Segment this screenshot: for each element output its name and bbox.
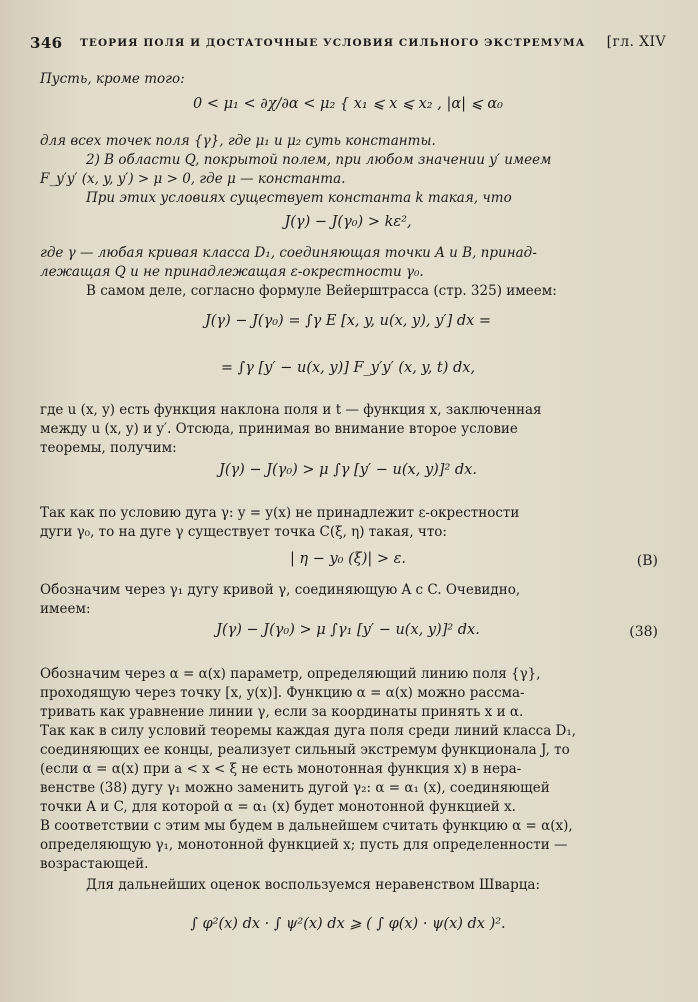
text-line: лежащая Q и не принадлежащая ε-окрестности γ₀.: [40, 264, 424, 280]
text-line: Пусть, кроме того:: [40, 71, 185, 87]
text-line: Обозначим через α = α(x) параметр, определяющий линию поля {γ},: [40, 666, 541, 682]
text-line: для всех точек поля {γ}, где μ₁ и μ₂ суть константы.: [40, 133, 436, 149]
text-line: имеем:: [40, 601, 91, 617]
text-line: тривать как уравнение линии γ, если за координаты принять x и α.: [40, 704, 524, 720]
equation-label-b: (B): [636, 553, 658, 569]
text-line: где γ — любая кривая класса D₁, соединяющая точки A и B, принад-: [40, 245, 537, 261]
text-line: (если α = α(x) при a < x < ξ не есть монотонная функция x) в нера-: [40, 761, 522, 777]
chapter-label: [гл. XIV: [606, 34, 666, 50]
text-line: Для дальнейших оценок воспользуемся неравенством Шварца:: [86, 877, 541, 893]
equation-schwarz: ∫ φ²(x) dx · ∫ ψ²(x) dx ⩾ ( ∫ φ(x) · ψ(x) dx )².: [190, 916, 506, 932]
equation-38: J(γ) − J(γ₀) > μ ∫γ₁ [y′ − u(x, y)]² dx.: [216, 622, 480, 638]
text-line: 2) В области Q, покрытой полем, при любом значении y′ имеем: [86, 152, 552, 168]
equation-estimate: J(γ) − J(γ₀) > μ ∫γ [y′ − u(x, y)]² dx.: [219, 462, 477, 478]
text-line: теоремы, получим:: [40, 440, 177, 456]
text-line: возрастающей.: [40, 856, 149, 872]
text-line: Обозначим через γ₁ дугу кривой γ, соединяющую A с C. Очевидно,: [40, 582, 521, 598]
text-line: При этих условиях существует константа k такая, что: [86, 190, 512, 206]
equation-b: | η − y₀ (ξ)| > ε.: [289, 551, 407, 567]
text-line: где u (x, y) есть функция наклона поля и t — функция x, заключенная: [40, 402, 542, 418]
equation-conditions: 0 < μ₁ < ∂χ/∂α < μ₂ { x₁ ⩽ x ⩽ x₂ , |α| ⩽ α₀: [193, 96, 503, 112]
text-line: определяющую γ₁, монотонной функцией x; пусть для определенности —: [40, 837, 568, 853]
text-line: соединяющих ее концы, реализует сильный экстремум функционала J, то: [40, 742, 570, 758]
page-number: 346: [30, 34, 63, 52]
equation-weierstrass-cont: = ∫γ [y′ − u(x, y)] F_y′y′ (x, y, t) dx,: [220, 360, 476, 376]
equation-label-38: (38): [629, 624, 658, 640]
text-line: проходящую через точку [x, y(x)]. Функцию α = α(x) можно рассма-: [40, 685, 525, 701]
running-title: ТЕОРИЯ ПОЛЯ И ДОСТАТОЧНЫЕ УСЛОВИЯ СИЛЬНОГО ЭКСТРЕМУМА: [80, 37, 586, 49]
text-line: В самом деле, согласно формуле Вейерштрасса (стр. 325) имеем:: [86, 283, 557, 299]
text-line: В соответствии с этим мы будем в дальнейшем считать функцию α = α(x),: [40, 818, 573, 834]
text-line: Так как в силу условий теоремы каждая дуга поля среди линий класса D₁,: [40, 723, 577, 739]
text-line: венстве (38) дугу γ₁ можно заменить дугой γ₂: α = α₁ (x), соединяющей: [40, 780, 550, 796]
text-line: между u (x, y) и y′. Отсюда, принимая во внимание второе условие: [40, 421, 518, 437]
equation-weierstrass: J(γ) − J(γ₀) = ∫γ E [x, y, u(x, y), y′] dx =: [204, 313, 492, 329]
text-line: F_y′y′ (x, y, y′) > μ > 0, где μ — константа.: [40, 171, 346, 187]
text-line: Так как по условию дуга γ: y = y(x) не принадлежит ε-окрестности: [40, 505, 520, 521]
text-line: точки A и C, для которой α = α₁ (x) будет монотонной функцией x.: [40, 799, 516, 815]
equation-main-inequality: J(γ) − J(γ₀) > kε²,: [284, 214, 412, 230]
text-line: дуги γ₀, то на дуге γ существует точка C(ξ, η) такая, что:: [40, 524, 447, 540]
